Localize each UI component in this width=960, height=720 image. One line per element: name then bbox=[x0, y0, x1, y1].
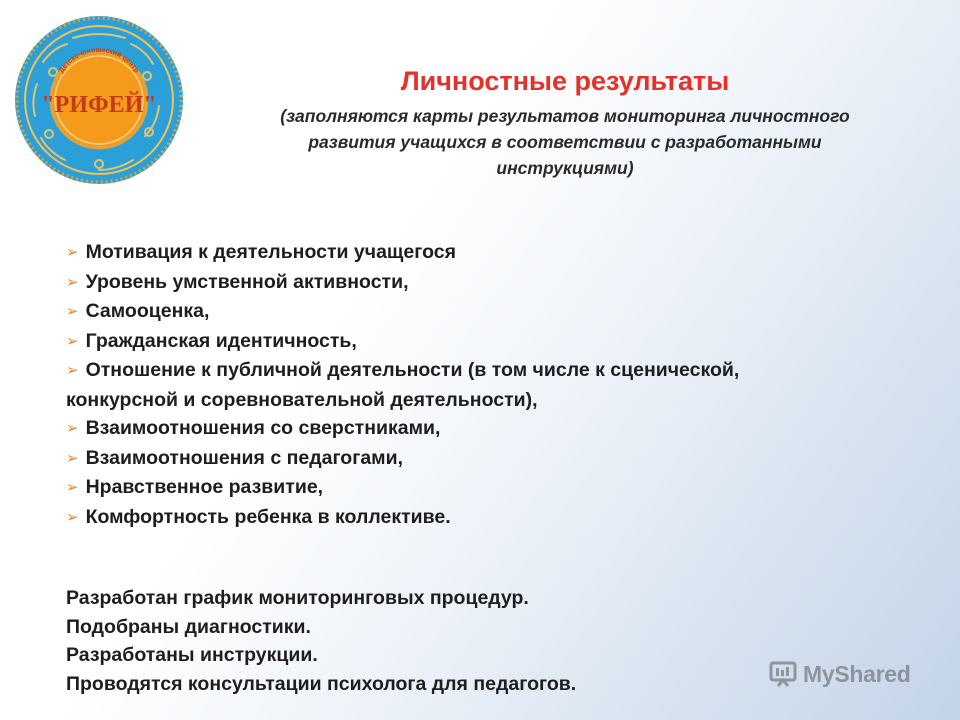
rifey-logo bbox=[13, 14, 185, 186]
list-item: ➢ Гражданская идентичность, bbox=[66, 327, 916, 357]
list-item-continuation: конкурсной и соревновательной деятельности), bbox=[66, 388, 538, 411]
arrow-bullet-icon: ➢ bbox=[66, 362, 79, 379]
subtitle-line: инструкциями) bbox=[496, 158, 634, 178]
arrow-bullet-icon: ➢ bbox=[66, 449, 79, 467]
logo-name: "РИФЕЙ" bbox=[41, 92, 157, 118]
list-item: ➢ Комфортность ребенка в коллективе. bbox=[66, 503, 916, 533]
list-item: ➢ Отношение к публичной деятельности (в том числе к сценической, конкурсной и соревновательной деятельности), bbox=[66, 359, 740, 411]
myshared-watermark bbox=[768, 656, 911, 692]
arrow-bullet-icon: ➢ bbox=[66, 479, 79, 496]
arrow-bullet-icon: ➢ bbox=[66, 273, 79, 291]
list-item: ➢ Взаимоотношения с педагогами, bbox=[66, 444, 916, 474]
note-item: Разработан график мониторинговых процедур. bbox=[66, 587, 529, 609]
page-title: Личностные результаты bbox=[400, 66, 730, 96]
arrow-bullet-icon: ➢ bbox=[66, 508, 79, 526]
list-item: ➢ Уровень умственной активности, bbox=[66, 268, 916, 298]
monitoring-notes bbox=[66, 584, 886, 698]
note-item: Проводятся консультации психолога для педагогов. bbox=[66, 672, 577, 695]
page-subtitle bbox=[215, 103, 915, 181]
arrow-bullet-icon: ➢ bbox=[66, 303, 79, 320]
subtitle-line: развития учащихся в соответствии с разработанными bbox=[308, 132, 822, 152]
list-item: ➢ Взаимоотношения со сверстниками, bbox=[66, 414, 916, 444]
subtitle-line: (заполняются карты результатов мониторинга личностного bbox=[280, 106, 850, 126]
arrow-bullet-icon: ➢ bbox=[66, 420, 79, 437]
personal-results-list bbox=[66, 238, 916, 532]
logo-top-text: Детско-юношеский центр bbox=[58, 46, 140, 75]
list-item: ➢ Мотивация к деятельности учащегося bbox=[66, 238, 916, 268]
list-item: ➢ Самооценка, bbox=[66, 297, 916, 327]
list-item: ➢ Нравственное развитие, bbox=[66, 473, 916, 503]
note-item: Подобраны диагностики. bbox=[66, 615, 311, 638]
note-item: Разработаны инструкции. bbox=[66, 644, 318, 666]
presentation-board-icon bbox=[768, 659, 798, 689]
arrow-bullet-icon: ➢ bbox=[66, 332, 79, 350]
watermark-text: MyShared bbox=[803, 660, 911, 687]
arrow-bullet-icon: ➢ bbox=[66, 244, 79, 261]
